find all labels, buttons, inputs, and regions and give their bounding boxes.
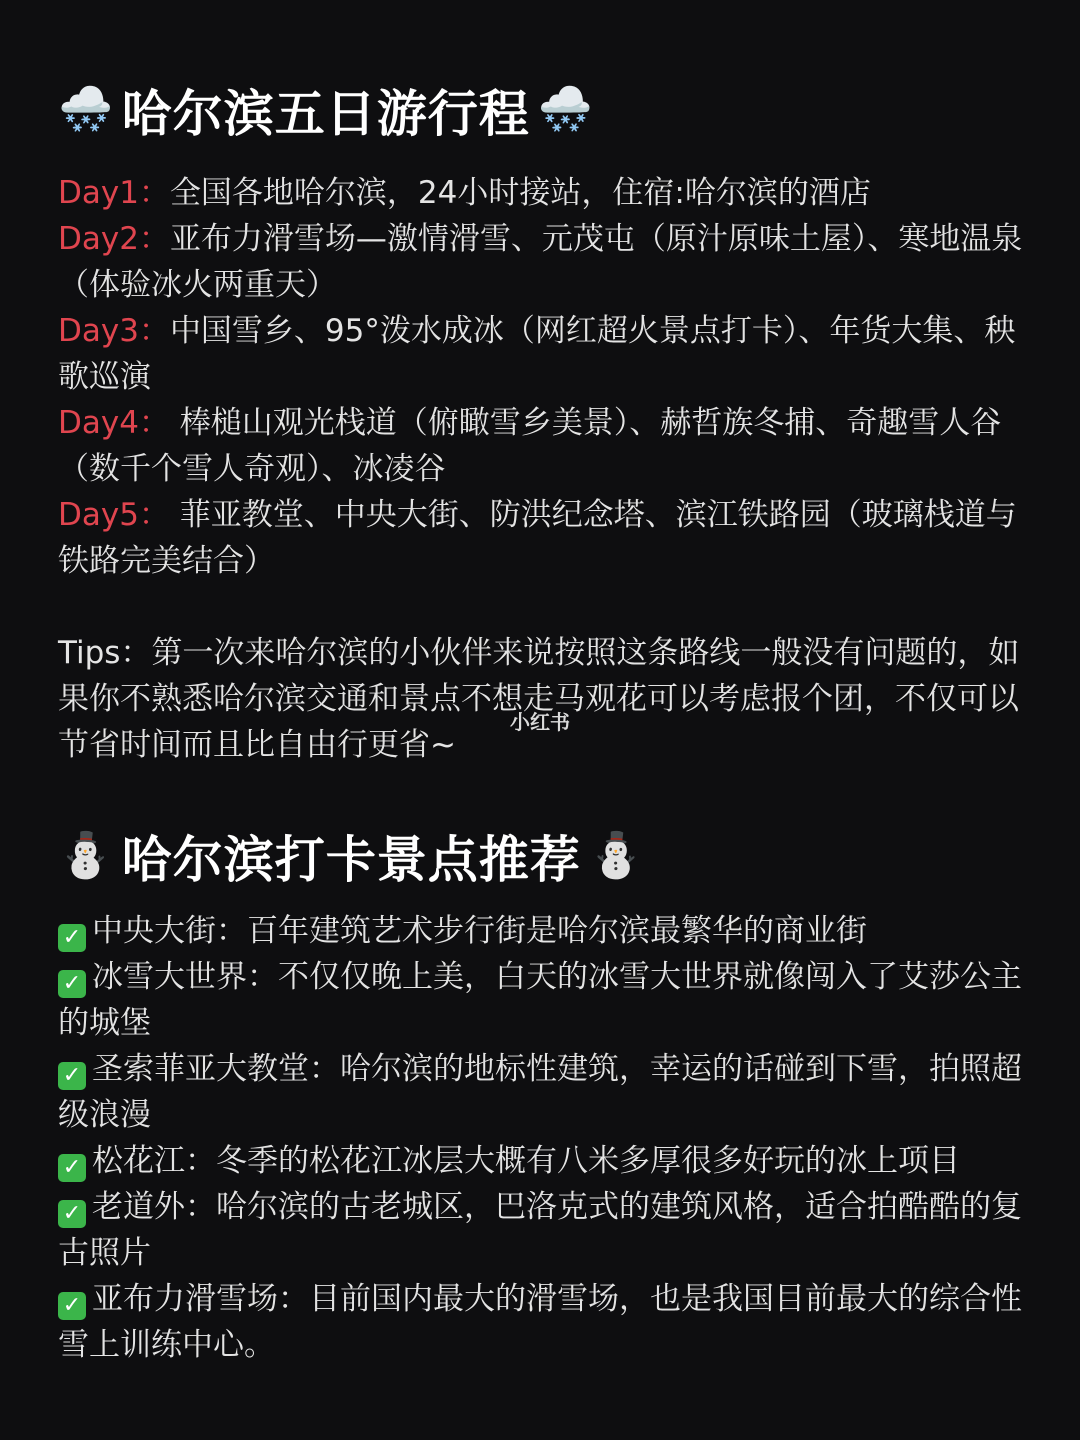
- day-text: 亚布力滑雪场—激情滑雪、元茂屯（原汁原味土屋）、寒地温泉（体验冰火两重天）: [58, 221, 1023, 303]
- spot-item: [58, 954, 1038, 1046]
- check-icon: ✓: [58, 1154, 86, 1182]
- itinerary-day-2: [58, 216, 1038, 308]
- check-icon: ✓: [58, 924, 86, 952]
- spot-item: [58, 1276, 1038, 1368]
- spots-title-text: 哈尔滨打卡景点推荐: [121, 831, 581, 889]
- day-text: 中国雪乡、95°泼水成冰（网红超火景点打卡）、年货大集、秧歌巡演: [58, 313, 1016, 395]
- spot-item: [58, 908, 1038, 954]
- cloud-snow-icon: 🌨️: [537, 84, 594, 135]
- tips-label: Tips：: [58, 635, 152, 671]
- spot-text: 亚布力滑雪场：目前国内最大的滑雪场，也是我国目前最大的综合性雪上训练中心。: [58, 1281, 1022, 1363]
- itinerary-title-text: 哈尔滨五日游行程: [121, 85, 530, 143]
- cloud-snow-icon: 🌨️: [58, 84, 114, 135]
- spot-item: [58, 1046, 1038, 1138]
- snowman-icon: ⛄: [58, 830, 114, 881]
- spot-text: 松花江：冬季的松花江冰层大概有八米多厚很多好玩的冰上项目: [92, 1143, 960, 1179]
- check-icon: ✓: [58, 970, 86, 998]
- spots-list: [58, 908, 1038, 1368]
- spot-text: 中央大街：百年建筑艺术步行街是哈尔滨最繁华的商业街: [92, 913, 867, 949]
- day-text: 全国各地哈尔滨，24小时接站，住宿:哈尔滨的酒店: [169, 175, 871, 211]
- spot-text: 老道外：哈尔滨的古老城区，巴洛克式的建筑风格，适合拍酷酷的复古照片: [58, 1189, 1022, 1271]
- spot-item: [58, 1138, 1038, 1184]
- spot-item: [58, 1184, 1038, 1276]
- day-label: Day5：: [58, 497, 170, 533]
- itinerary-day-3: [58, 308, 1038, 400]
- spot-text: 冰雪大世界：不仅仅晚上美，白天的冰雪大世界就像闯入了艾莎公主的城堡: [58, 959, 1022, 1041]
- day-text: 菲亚教堂、中央大街、防洪纪念塔、滨江铁路园（玻璃栈道与铁路完美结合）: [58, 497, 1017, 579]
- snowman-icon: ⛄: [588, 830, 645, 881]
- spots-title: [58, 824, 645, 888]
- check-icon: ✓: [58, 1062, 86, 1090]
- spot-text: 圣索菲亚大教堂：哈尔滨的地标性建筑，幸运的话碰到下雪，拍照超级浪漫: [58, 1051, 1022, 1133]
- itinerary-day-5: [58, 492, 1038, 584]
- check-icon: ✓: [58, 1292, 86, 1320]
- check-icon: ✓: [58, 1200, 86, 1228]
- day-label: Day1：: [58, 175, 170, 211]
- tips-paragraph: [58, 630, 1038, 768]
- watermark: 小红书: [510, 710, 570, 734]
- itinerary-title: [58, 78, 594, 142]
- day-label: Day2：: [58, 221, 170, 257]
- day-label: Day3：: [58, 313, 170, 349]
- itinerary-day-1: [58, 170, 1038, 216]
- itinerary-day-4: [58, 400, 1038, 492]
- day-text: 棒槌山观光栈道（俯瞰雪乡美景）、赫哲族冬捕、奇趣雪人谷（数千个雪人奇观）、冰凌谷: [58, 405, 1002, 487]
- itinerary-list: [58, 170, 1038, 584]
- day-label: Day4：: [58, 405, 170, 441]
- tips-text: 第一次来哈尔滨的小伙伴来说按照这条路线一般没有问题的，如果你不熟悉哈尔滨交通和景点不想走马观花可以考虑报个团，不仅可以节省时间而且比自由行更省~: [58, 635, 1020, 763]
